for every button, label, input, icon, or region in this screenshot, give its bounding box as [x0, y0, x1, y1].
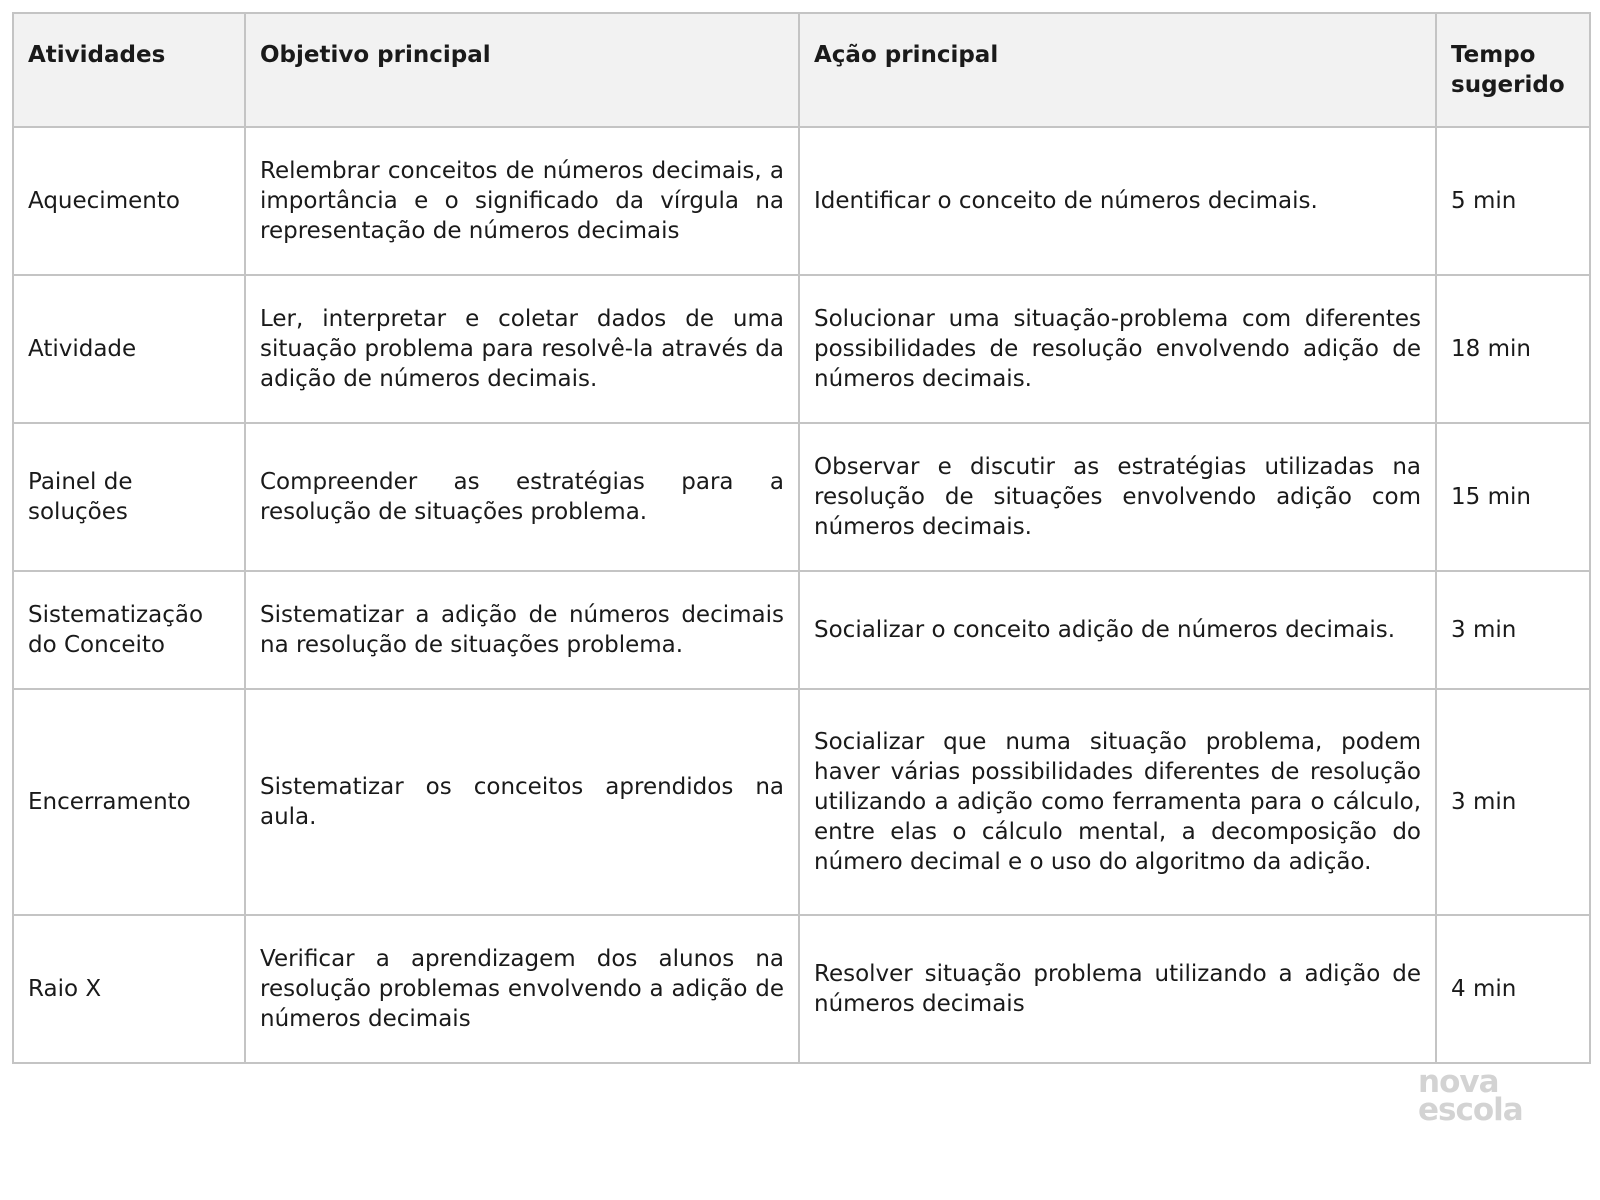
- cell-objetivo: Compreender as estratégias para a resolução de situações problema.: [245, 423, 799, 571]
- nova-escola-logo: [1418, 1064, 1523, 1128]
- cell-tempo: 3 min: [1436, 571, 1590, 689]
- cell-acao: Socializar o conceito adição de números decimais.: [799, 571, 1436, 689]
- header-objetivo: Objetivo principal: [245, 13, 799, 127]
- cell-tempo: 5 min: [1436, 127, 1590, 275]
- table-row: [13, 275, 1590, 423]
- table-row: [13, 127, 1590, 275]
- cell-atividade: Aquecimento: [13, 127, 245, 275]
- header-acao: Ação principal: [799, 13, 1436, 127]
- cell-objetivo: Sistematizar os conceitos aprendidos na aula.: [245, 689, 799, 915]
- table-row: [13, 915, 1590, 1063]
- table-row: [13, 571, 1590, 689]
- cell-atividade: Raio X: [13, 915, 245, 1063]
- cell-atividade: Painel de soluções: [13, 423, 245, 571]
- header-row: [13, 13, 1590, 127]
- cell-objetivo: Ler, interpretar e coletar dados de uma situação problema para resolvê-la através da adição de números decimais.: [245, 275, 799, 423]
- cell-tempo: 15 min: [1436, 423, 1590, 571]
- cell-tempo: 18 min: [1436, 275, 1590, 423]
- logo-line-nova: nova: [1418, 1064, 1499, 1100]
- cell-acao: Socializar que numa situação problema, podem haver várias possibilidades diferentes de resolução utilizando a adição como ferramenta para o cálculo, entre elas o cálculo mental, a decomposição do número decimal e o uso do algoritmo da adição.: [799, 689, 1436, 915]
- cell-objetivo: Relembrar conceitos de números decimais, a importância e o significado da vírgula na representação de números decimais: [245, 127, 799, 275]
- cell-objetivo: Sistematizar a adição de números decimais na resolução de situações problema.: [245, 571, 799, 689]
- cell-tempo: 3 min: [1436, 689, 1590, 915]
- header-tempo: Tempo sugerido: [1436, 13, 1590, 127]
- logo-line-escola: escola: [1418, 1092, 1523, 1128]
- header-atividades: Atividades: [13, 13, 245, 127]
- cell-acao: Observar e discutir as estratégias utilizadas na resolução de situações envolvendo adição com números decimais.: [799, 423, 1436, 571]
- lesson-plan-table: [12, 12, 1591, 1064]
- cell-acao: Resolver situação problema utilizando a adição de números decimais: [799, 915, 1436, 1063]
- cell-objetivo: Verificar a aprendizagem dos alunos na resolução problemas envolvendo a adição de números decimais: [245, 915, 799, 1063]
- table-row: [13, 423, 1590, 571]
- cell-atividade: Atividade: [13, 275, 245, 423]
- table-row: [13, 689, 1590, 915]
- cell-acao: Solucionar uma situação-problema com diferentes possibilidades de resolução envolvendo adição de números decimais.: [799, 275, 1436, 423]
- cell-acao: Identificar o conceito de números decimais.: [799, 127, 1436, 275]
- cell-atividade: Encerramento: [13, 689, 245, 915]
- cell-atividade: Sistematização do Conceito: [13, 571, 245, 689]
- cell-tempo: 4 min: [1436, 915, 1590, 1063]
